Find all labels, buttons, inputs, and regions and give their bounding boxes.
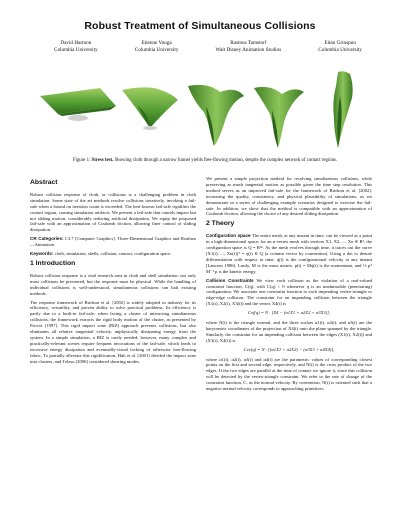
author-name: Etienne Vouga	[141, 40, 172, 46]
equation-edge-edge: Cee(q) = N · [(α1X1 + α2X2) − (α3X3 + α4X4)],	[243, 346, 335, 352]
configuration-space-paragraph	[206, 233, 372, 274]
collision-constraints-text-3: where α1(t), α2(t), α3(t) and α4(t) are the parametric values of corresponding closest points on the first and second edge, respectively, and N(t) is the cross product of the two edges. If the two edges are parallel at the time of contact we ignore it, since this collision will be detected by the vertex-triangle constraint. We refer to the rate of change of the constraint function, Ċ, as the normal velocity. By convention, N(t) is oriented such that a negative normal velocity corresponds to approaching primitives.	[206, 356, 372, 392]
cr-categories	[30, 236, 196, 248]
author-affiliation: Columbia University	[134, 47, 179, 53]
collision-constraints-label: Collision Constraints	[206, 277, 254, 283]
intro-paragraph-2: The response framework of Bridson et al. [2002] is widely adopted in industry for its efficiency, versatility, and proven ability to solve practical problems. Its efficiency is partly due to a built-in fail-safe: when facing a cluster of interacting simultaneous collisions, the framework extracts the rigid body motion of the cluster, as presented by Provot [1997]. This rigid impact zone (RIZ) approach prevents collisions, but also eliminates all relative tangential velocity, unphysically dissipating energy from the system. In a simple simulation, a RIZ is rarely needed; however, many complex and practically-relevant scenes require frequent invocations of the fail-safe, which leads to excessive energy dissipation and eventually-visual locking of otherwise free-flowing fabric. To partially alleviate this rigidification, Huh et al. [2001] divided the impact zone into clusters, and Tolesu [2006] considered shearing modes.	[30, 299, 196, 364]
abstract-text: Robust collision response of cloth, or collisions is a challenging problem in cloth simulation. Some state of the art methods resolve collisions iteratively, invoking a fail-safe when a bound on iteration count is exceeded. The best-known fail-safe rigidifies the contact region, causing simulation artifacts. We present a fail-safe that cancels impact but not sliding motion, considerably reducing artificial dissipation. We equip the proposed fail-safe with an approximation of Coulomb friction, allowing finer control of sliding dissipation.	[30, 191, 196, 233]
author-block	[135, 40, 179, 54]
author-affiliation: Columbia University	[318, 47, 362, 53]
equation-vertex-face: Cvf(q) = N · [X4 − (α1X1 + α2X2 + α3X3)],	[247, 310, 331, 316]
cloth-frame-1	[40, 88, 116, 121]
method-paragraph: We present a simple projection method for resolving simultaneous collisions, while preserving as much tangential motion as possible given the time step resolution. This method serves as an improved fail-safe for the framework of Bridson et al. [2002], increasing the quality, consistency, and physical plausibility of simulations, as we demonstrate in a series of challenging example scenarios designed to exercise the fail-safe. In addition, we show that the method is compatible with an approximation of Coulomb friction, allowing the choice of any desired sliding dissipation.	[206, 176, 372, 217]
keywords-text: cloth, simulation, shells, collision, contact, configuration space	[54, 251, 171, 257]
author-block	[54, 40, 98, 54]
right-column	[206, 176, 372, 395]
author-affiliation: Columbia University	[54, 47, 98, 53]
intro-heading: 1 Introduction	[30, 259, 76, 267]
abstract-heading: Abstract	[30, 179, 58, 186]
caption-bold: Stress test.	[91, 158, 114, 163]
caption-text: Showing cloth through a narrow funnel yields free-flowing motion, despite the complex network of contact regions.	[114, 158, 338, 163]
left-column	[30, 176, 196, 367]
author-name: Rasmus Tamstorf	[230, 40, 267, 46]
author-name: Eitan Grinspun	[324, 40, 356, 46]
cloth-render-strip	[38, 66, 368, 150]
author-block	[318, 40, 362, 54]
author-affiliation: Walt Disney Animation Studios	[215, 47, 282, 53]
cloth-frame-5	[333, 71, 352, 148]
keywords	[30, 251, 196, 257]
author-name: David Harmon	[60, 40, 92, 46]
paper-title: Robust Treatment of Simultaneous Collisions	[84, 20, 316, 32]
author-list	[54, 40, 362, 54]
collision-constraints-text: We view each collision as the violation of a real-valued constraint function, C(q), with C(q) < 0 whenever q is an inadmissible (penetrating) configuration. We associate one constraint function to each impending vertex-triangle or edge-edge collision. The constraint for an impending collision between the triangle (X1(t), X2(t), X3(t)) and the vertex X4(t) is	[206, 277, 372, 307]
collision-constraints-text-2: where N(t) is the triangle normal, and the three scalars α1(t), α2(t), and α3(t) are the barycentric coordinates of the projection of X4(t) onto the plane spanned by the triangle. Similarly, the constraint for an impending collision between the edges (X1(t), X2(t)) and (X3(t), X4(t)) is	[206, 320, 372, 343]
figure-caption	[40, 158, 370, 164]
collision-constraints-paragraph	[206, 278, 372, 308]
cloth-frame-2	[122, 87, 178, 130]
teaser-figure	[38, 66, 368, 150]
configuration-space-text: The entire mesh, at any instant in time, can be viewed as a point in a high-dimensional space; for an n-vertex mesh with vertices X1, X2, ..., Xn ∈ R³, the configuration space is Q = R³ⁿ. As the mesh evolves through time, it traces out the curve (X1(t), ..., Xn(t))ᵀ = q(t) ∈ Q (a column vector by convention). Using a dot to denote differentiation with respect to time, q̇(t) is the configurational velocity at any instant [Lanczos 1986]. Lastly, M is the mass matrix, p(t) = Mq̇(t) is the momentum, and ½ pᵀ M⁻¹ p is the kinetic energy.	[206, 233, 372, 274]
cr-text: I.3.7 [Computer Graphics]: Three-Dimensional Graphics and Realism—Animation	[30, 236, 196, 248]
keywords-label: Keywords:	[30, 251, 54, 257]
caption-label: Figure 1:	[72, 158, 91, 163]
intro-paragraph-1: Robust collision response is a vital research area in cloth and shell simulation: not only must collisions be prevented, but the response must be physical. While the handling of individual collisions is well-understood, simultaneous collisions can halt existing methods.	[30, 272, 196, 296]
cr-label: CR Categories:	[30, 236, 64, 242]
author-block	[216, 40, 282, 54]
cloth-frame-4	[254, 87, 304, 148]
configuration-space-label: Configuration space	[206, 233, 251, 239]
theory-heading: 2 Theory	[206, 220, 235, 228]
cloth-frame-3	[188, 85, 244, 146]
